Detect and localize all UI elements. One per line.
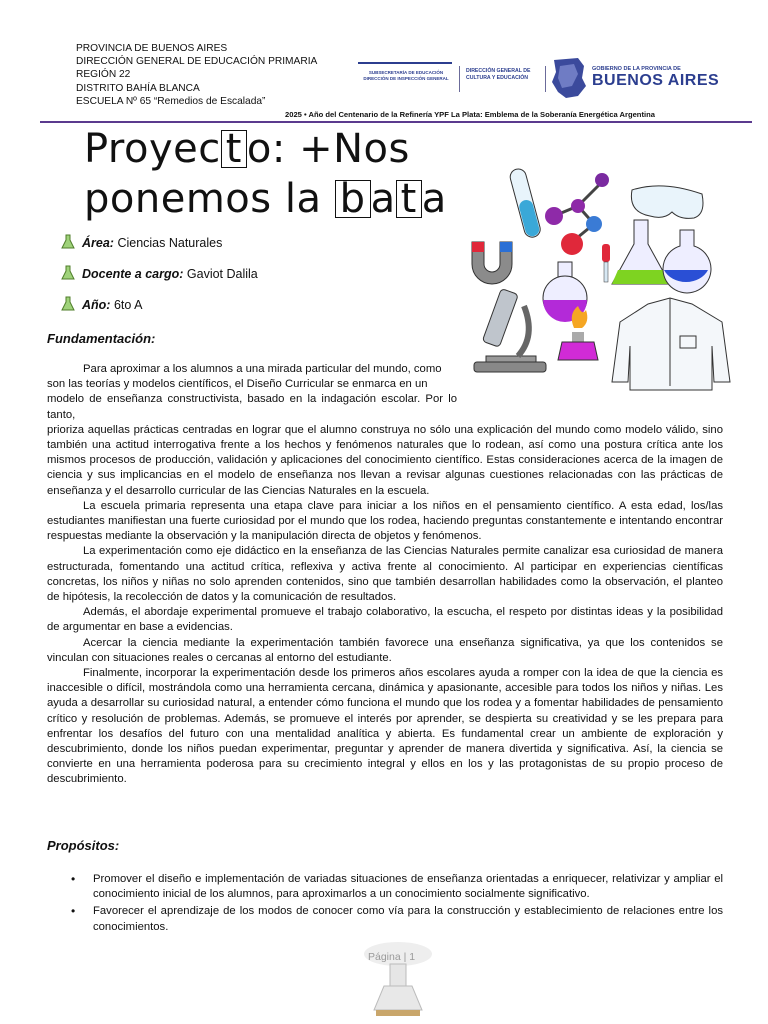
logo-gobierno: GOBIERNO DE LA PROVINCIA DE bbox=[592, 66, 681, 72]
header-line: DISTRITO BAHÍA BLANCA bbox=[76, 82, 200, 94]
school-header bbox=[76, 42, 317, 108]
title-boxed-letter: t bbox=[396, 180, 422, 218]
title-text: la bbox=[271, 176, 335, 222]
header-line: PROVINCIA DE BUENOS AIRES bbox=[76, 43, 228, 54]
project-title bbox=[84, 124, 447, 224]
info-anio bbox=[60, 296, 142, 312]
title-text: a bbox=[421, 176, 447, 222]
beaker-icon bbox=[663, 230, 711, 293]
paragraph: La experimentación como eje didáctico en la enseñanza de las Ciencias Naturales permite canalizar esa curiosidad de manera estructurada, fomentando una actitud crítica, reflexiva y activa frente al conocimiento. Al participar en experiencias científicas concretas, los niños y niñas no solo aprenden contenidos, sino que también desarrollan habilidades como la observación, el planteo de hipótesis, la recolección de datos y la comunicación de resultados. bbox=[47, 545, 723, 604]
title-text: ponemos bbox=[84, 176, 272, 222]
flask-bullet-icon bbox=[60, 296, 76, 312]
title-boxed-letter: b bbox=[335, 180, 371, 218]
footer-flask-icon bbox=[354, 938, 442, 1018]
logo-buenos-aires: BUENOS AIRES bbox=[592, 72, 720, 89]
intro-line: Para aproximar a los alumnos a una mirada particular del mundo, como bbox=[83, 363, 442, 375]
header-line: ESCUELA Nº 65 “Remedios de Escalada” bbox=[76, 95, 266, 107]
header-divider bbox=[40, 121, 752, 123]
paragraph: Acercar la ciencia mediante la experimentación también favorece una enseñanza significativa, ya que los contenidos se vinculan con situaciones reales o cercanas al entorno del estudiante. bbox=[47, 636, 723, 664]
anio-label: Año: bbox=[82, 298, 111, 312]
list-item: • Promover el diseño e implementación de variadas situaciones de enseñanza orientadas a enriquecer, relativizar y ampliar el conocimiento inicial de los alumnos, para aproximarlos a un conocimiento socialmente significativo. bbox=[47, 872, 723, 902]
paragraph: prioriza aquellas prácticas centradas en lograr que el alumno construya no sólo una explicación del mundo como modelo válido, sino también una actitud interrogativa frente a los hechos y fenómenos naturales que lo rodean, así como una postura crítica ante los mismos procesos de producción, validación y aplicaciones del conocimiento científico. Estas consideraciones acerca de la imagen de ciencia y sus implicancias en el modelo de enseñanza nos llevan a revisar algunas cuestiones relacionadas con las prácticas de enseñanza y el desarrollo curricular de las Ciencias Naturales en la escuela. bbox=[47, 423, 723, 497]
molecule-icon bbox=[545, 173, 609, 255]
propositos-heading: Propósitos: bbox=[47, 838, 120, 853]
header-line: DIRECCIÓN GENERAL DE EDUCACIÓN PRIMARIA bbox=[76, 56, 318, 68]
title-text: o: +Nos bbox=[246, 126, 410, 172]
header-line: REGIÓN 22 bbox=[76, 69, 131, 81]
flask-bullet-icon bbox=[60, 265, 76, 281]
erlenmeyer-flask-icon bbox=[612, 220, 670, 284]
logo-direccion-general: DIRECCIÓN GENERAL DE CULTURA Y EDUCACIÓN bbox=[466, 68, 531, 81]
propositos-list bbox=[47, 872, 723, 937]
area-label: Área: bbox=[82, 236, 114, 250]
title-text: a bbox=[370, 176, 396, 222]
paragraph: Finalmente, incorporar la experimentación desde los primeros años escolares ayuda a romper con la idea de que la ciencia es inaccesible o difícil, mostrándola como una herramienta cercana, dinámica y apasionante, accesible para todos los niños y niñas. Les ayuda a desarrollar su curiosidad natural, a entender cómo funciona el mundo que los rodea y a fomentar habilidades de pensamiento crítico y resolución de problemas. Además, se promueve el interés por aprender, se despierta su creatividad y se les prepara para enfrentar los desafíos del futuro con una mentalidad analítica y abierta. Es fundamental crear un ambiente de exploración y descubrimiento, donde los niños puedan experimentar, preguntar y aprender de manera divertida y significativa. Así, la ciencia se convierte en una herramienta poderosa para su crecimiento integral y ellos en los y las protagonistas de su propio proceso de descubrimiento. bbox=[47, 667, 723, 786]
info-docente bbox=[60, 265, 258, 281]
anio-value: 6to A bbox=[110, 298, 143, 312]
logo-subsecretaria: SUBSECRETARÍA DE EDUCACIÓN DIRECCIÓN DE INSPECCIÓN GENERAL bbox=[363, 70, 449, 81]
microscope-icon bbox=[474, 288, 546, 372]
paragraph: Además, el abordaje experimental promueve el trabajo colaborativo, la escucha, el respeto por distintas ideas y la posibilidad de argumentar en base a evidencias. bbox=[47, 606, 723, 634]
title-text: Proyec bbox=[84, 126, 221, 172]
logo-divider bbox=[545, 66, 546, 92]
area-value: Ciencias Naturales bbox=[113, 236, 223, 250]
docente-label: Docente a cargo: bbox=[82, 267, 184, 281]
intro-line: son las teorías y modelos científicos, el Diseño Curricular se enmarca en un bbox=[47, 378, 428, 391]
paragraph: La escuela primaria representa una etapa clave para iniciar a los niños en el pensamiento científico. A esta edad, los/las estudiantes manifiestan una fuerte curiosidad por el mundo que los rodea, haciendo preguntas constantemente e intentando encontrar respuestas mediante la observación y la manipulación directa de objetos y fenómenos. bbox=[47, 499, 723, 543]
list-item: • Favorecer el aprendizaje de los modos de conocer como vía para la construcción y establecimiento de relaciones entre los conocimientos. bbox=[47, 904, 723, 934]
safety-goggles-icon bbox=[631, 186, 703, 219]
page-number: Página | 1 bbox=[368, 951, 416, 963]
year-motto: 2025 • Año del Centenario de la Refinería YPF La Plata: Emblema de la Soberanía Energética Argentina bbox=[285, 110, 655, 119]
flask-bullet-icon bbox=[60, 234, 76, 250]
docente-value: Gaviot Dalila bbox=[183, 267, 258, 281]
info-area bbox=[60, 234, 222, 250]
title-boxed-letter: t bbox=[221, 130, 247, 168]
fundamentacion-body bbox=[47, 362, 723, 788]
test-tube-icon bbox=[508, 167, 542, 239]
province-map-logo-icon bbox=[548, 56, 588, 100]
dropper-icon bbox=[602, 244, 610, 282]
intro-line: modelo de enseñanza constructivista, basado en la indagación escolar. Por lo tanto, bbox=[47, 393, 457, 421]
fundamentacion-heading: Fundamentación: bbox=[47, 331, 156, 346]
logo-divider bbox=[459, 66, 460, 92]
magnet-icon bbox=[472, 242, 512, 284]
